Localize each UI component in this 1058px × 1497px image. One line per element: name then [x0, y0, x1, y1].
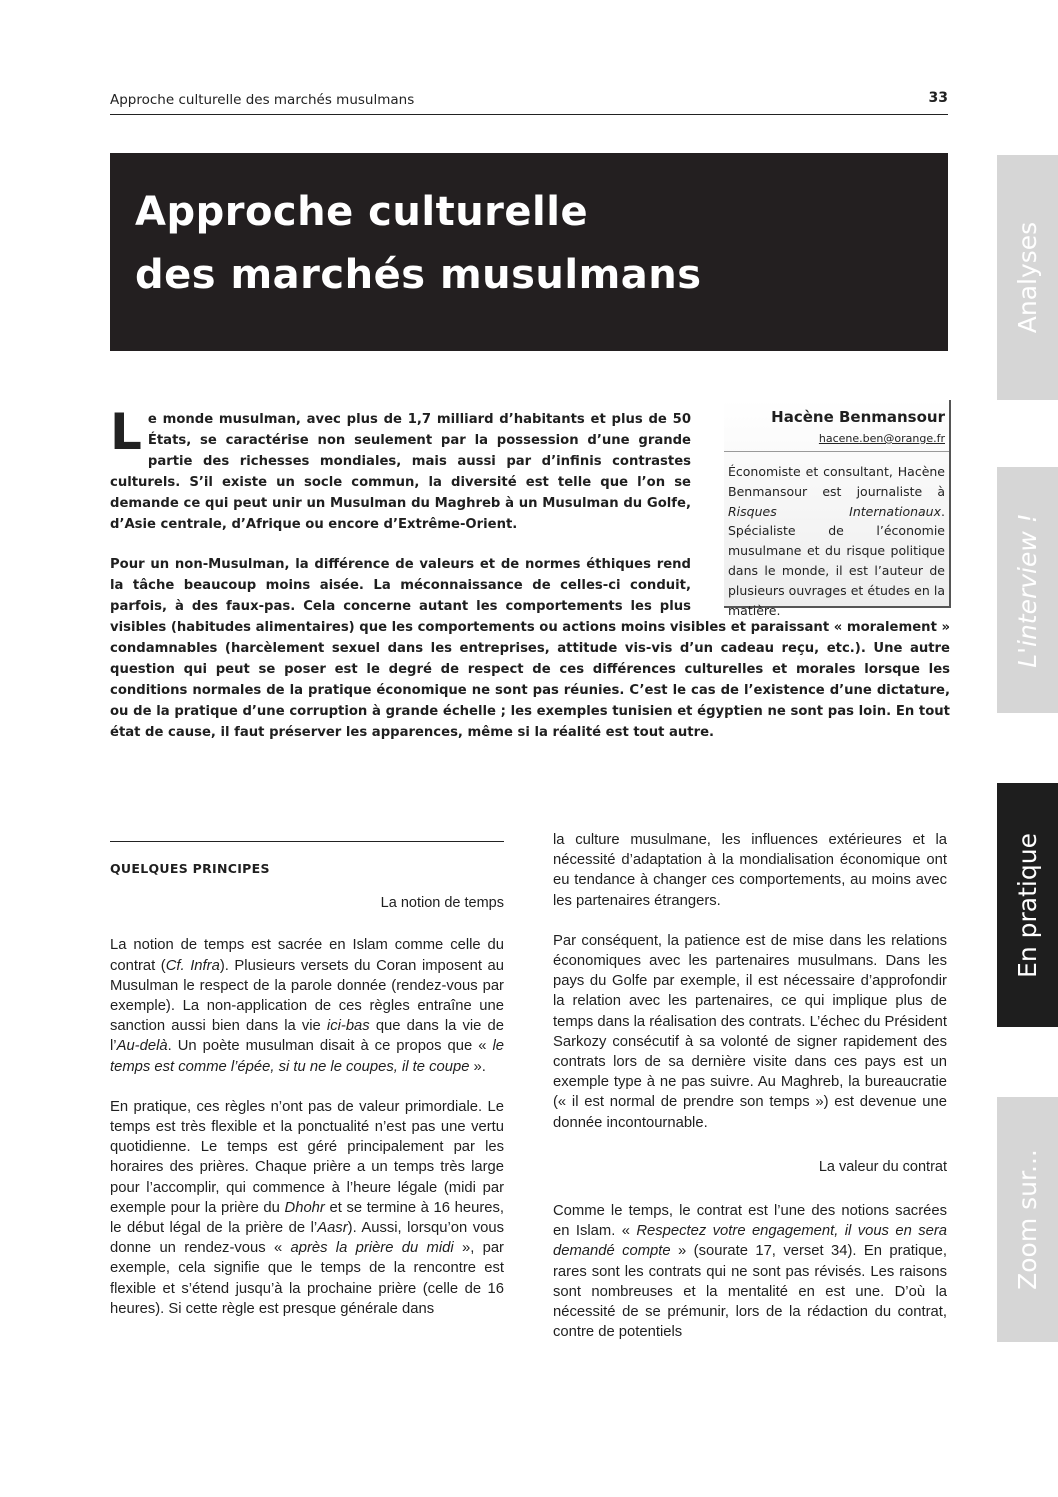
- subheading-contract: La valeur du contrat: [818, 1158, 947, 1175]
- page-number: 33: [928, 90, 948, 106]
- running-header: [110, 92, 948, 115]
- author-name: Hacène Benmansour: [771, 408, 945, 426]
- section-divider: [110, 841, 504, 842]
- left-column: [110, 830, 504, 1319]
- author-email-link[interactable]: hacene.ben@orange.fr: [818, 432, 945, 445]
- body-paragraph: la culture musulmane, les influences extérieures et la nécessité d’adaptation à la mondialisation économique ont eu tendance à changer ces comportements, au moins avec les partenaires étrangers.: [553, 832, 947, 909]
- side-tab-analyses[interactable]: [997, 155, 1058, 400]
- drop-cap: L: [110, 403, 142, 461]
- side-tab-label: Zoom sur...: [1013, 1149, 1042, 1290]
- side-tab-label: L'interview !: [1013, 512, 1042, 668]
- subheading-time: La notion de temps: [380, 895, 504, 912]
- intro-paragraph-2: Pour un non-Musulman, la différence de valeurs et de normes éthiques rend la tâche beaucoup moins aisée. La méconnaissance de celles-ci conduit, parfois, à des faux-pas. Cela concerne autant les comportements les plus visibles (habitudes alimentaires) que les comportements ou actions moins visibles et paraissant « moralement » condamnables (harcèlement sexuel dans les entreprises, attitude vis-vis d’un cadeau reçu, etc.). Une autre question qui peut se poser est le degré de respect de ces différences culturelles et morales lorsque les conditions normales de la pratique économique ne sont pas réunies. C’est le cas de l’existence d’une dictature, ou de la pratique d’une corruption à grande échelle ; les exemples tunisien et égyptien ne sont pas loin. En tout état de cause, il faut préserver les apparences, même si la réalité est tout autre.: [110, 557, 950, 740]
- body-paragraph: En pratique, ces règles n’ont pas de valeur primordiale. Le temps est très flexible et la ponctualité n’est pas une vertu quotidienne. Le temps est géré principalement par les horaires des prières. Chaque prière a un temps très large pour l’accomplir, qui commence à l’heure légale (midi par exemple pour la prière du Dhohr et se termine à 16 heures, le début légal de la prière de l’Aasr). Aussi, lorsqu’on vous donne un rendez-vous « après la prière du midi », par exemple, cela signifie que le temps de la rencontre est flexible et s’étend jusqu’à la prochaine prière (celle de 16 heures). Si cette règle est presque générale dans: [110, 1098, 504, 1317]
- article-title-line-2: des marchés musulmans: [135, 252, 702, 298]
- author-box: [724, 400, 951, 618]
- article-title-line-1: Approche culturelle: [135, 189, 589, 235]
- article-title-block: [110, 153, 948, 351]
- intro-paragraph-1: Le monde musulman, avec plus de 1,7 milliard d’habitants et plus de 50 États, se caractérise non seulement par la possession d’une grande partie des richesses mondiales, mais aussi par d’infinis contrastes culturels. S’il existe un socle commun, la diversité est telle que l’on se demande ce qui peut unir un Musulman du Maghreb à un Musulman du Golfe, d’Asie centrale, d’Afrique ou encore d’Extrême-Orient.: [110, 403, 691, 532]
- section-heading: QUELQUES PRINCIPES: [110, 861, 270, 876]
- body-paragraph: Par conséquent, la patience est de mise dans les relations économiques avec les partenaires musulmans. Dans les pays du Golfe par exemple, il est nécessaire d’approfondir la relation avec les partenaires, ce qui implique plus de temps dans la réalisation des contrats. L’échec du Président Sarkozy consécutif à sa volonté de signer rapidement des contrats lors de sa dernière visite dans ces pays est un exemple type à ne pas suivre. Au Maghreb, la bureaucratie (« il est normal de prendre son temps ») est devenue une donnée incontournable.: [553, 932, 947, 1131]
- divider: [724, 451, 949, 452]
- side-tab-label: Analyses: [1013, 221, 1043, 334]
- running-title: Approche culturelle des marchés musulmans: [110, 92, 415, 108]
- side-tab-interview[interactable]: [997, 467, 1058, 713]
- body-paragraph: La notion de temps est sacrée en Islam comme celle du contrat (Cf. Infra). Plusieurs versets du Coran imposent au Musulman le respect de la parole donnée (rendez-vous par exemple). La non-application de ces règles entraîne une sanction aussi bien dans la vie ici-bas que dans la vie de l’Au-delà. Un poète musulman disait à ce propos que « le temps est comme l’épée, si tu ne le coupes, il te coupe ».: [110, 937, 504, 1075]
- side-tab-zoom[interactable]: [997, 1097, 1058, 1342]
- right-column: [553, 830, 947, 1342]
- side-tab-label: En pratique: [1013, 832, 1042, 978]
- body-paragraph: Comme le temps, le contrat est l’une des notions sacrées en Islam. « Respectez votre engagement, il vous en sera demandé compte » (sourate 17, verset 34). En pratique, rares sont les contrats qui ne sont pas révisés. Les raisons sont nombreuses et la mentalité en est une. D’où la nécessité de se prémunir, lors de la rédaction du contrat, contre de potentiels: [553, 1203, 947, 1341]
- side-tab-en-pratique[interactable]: [997, 783, 1058, 1027]
- author-bio: Économiste et consultant, Hacène Benmansour est journaliste à Risques Internationaux. Spécialiste de l’économie musulmane et du risque politique dans le monde, il est l’auteur de plusieurs ouvrages et études en la matière.: [728, 464, 945, 618]
